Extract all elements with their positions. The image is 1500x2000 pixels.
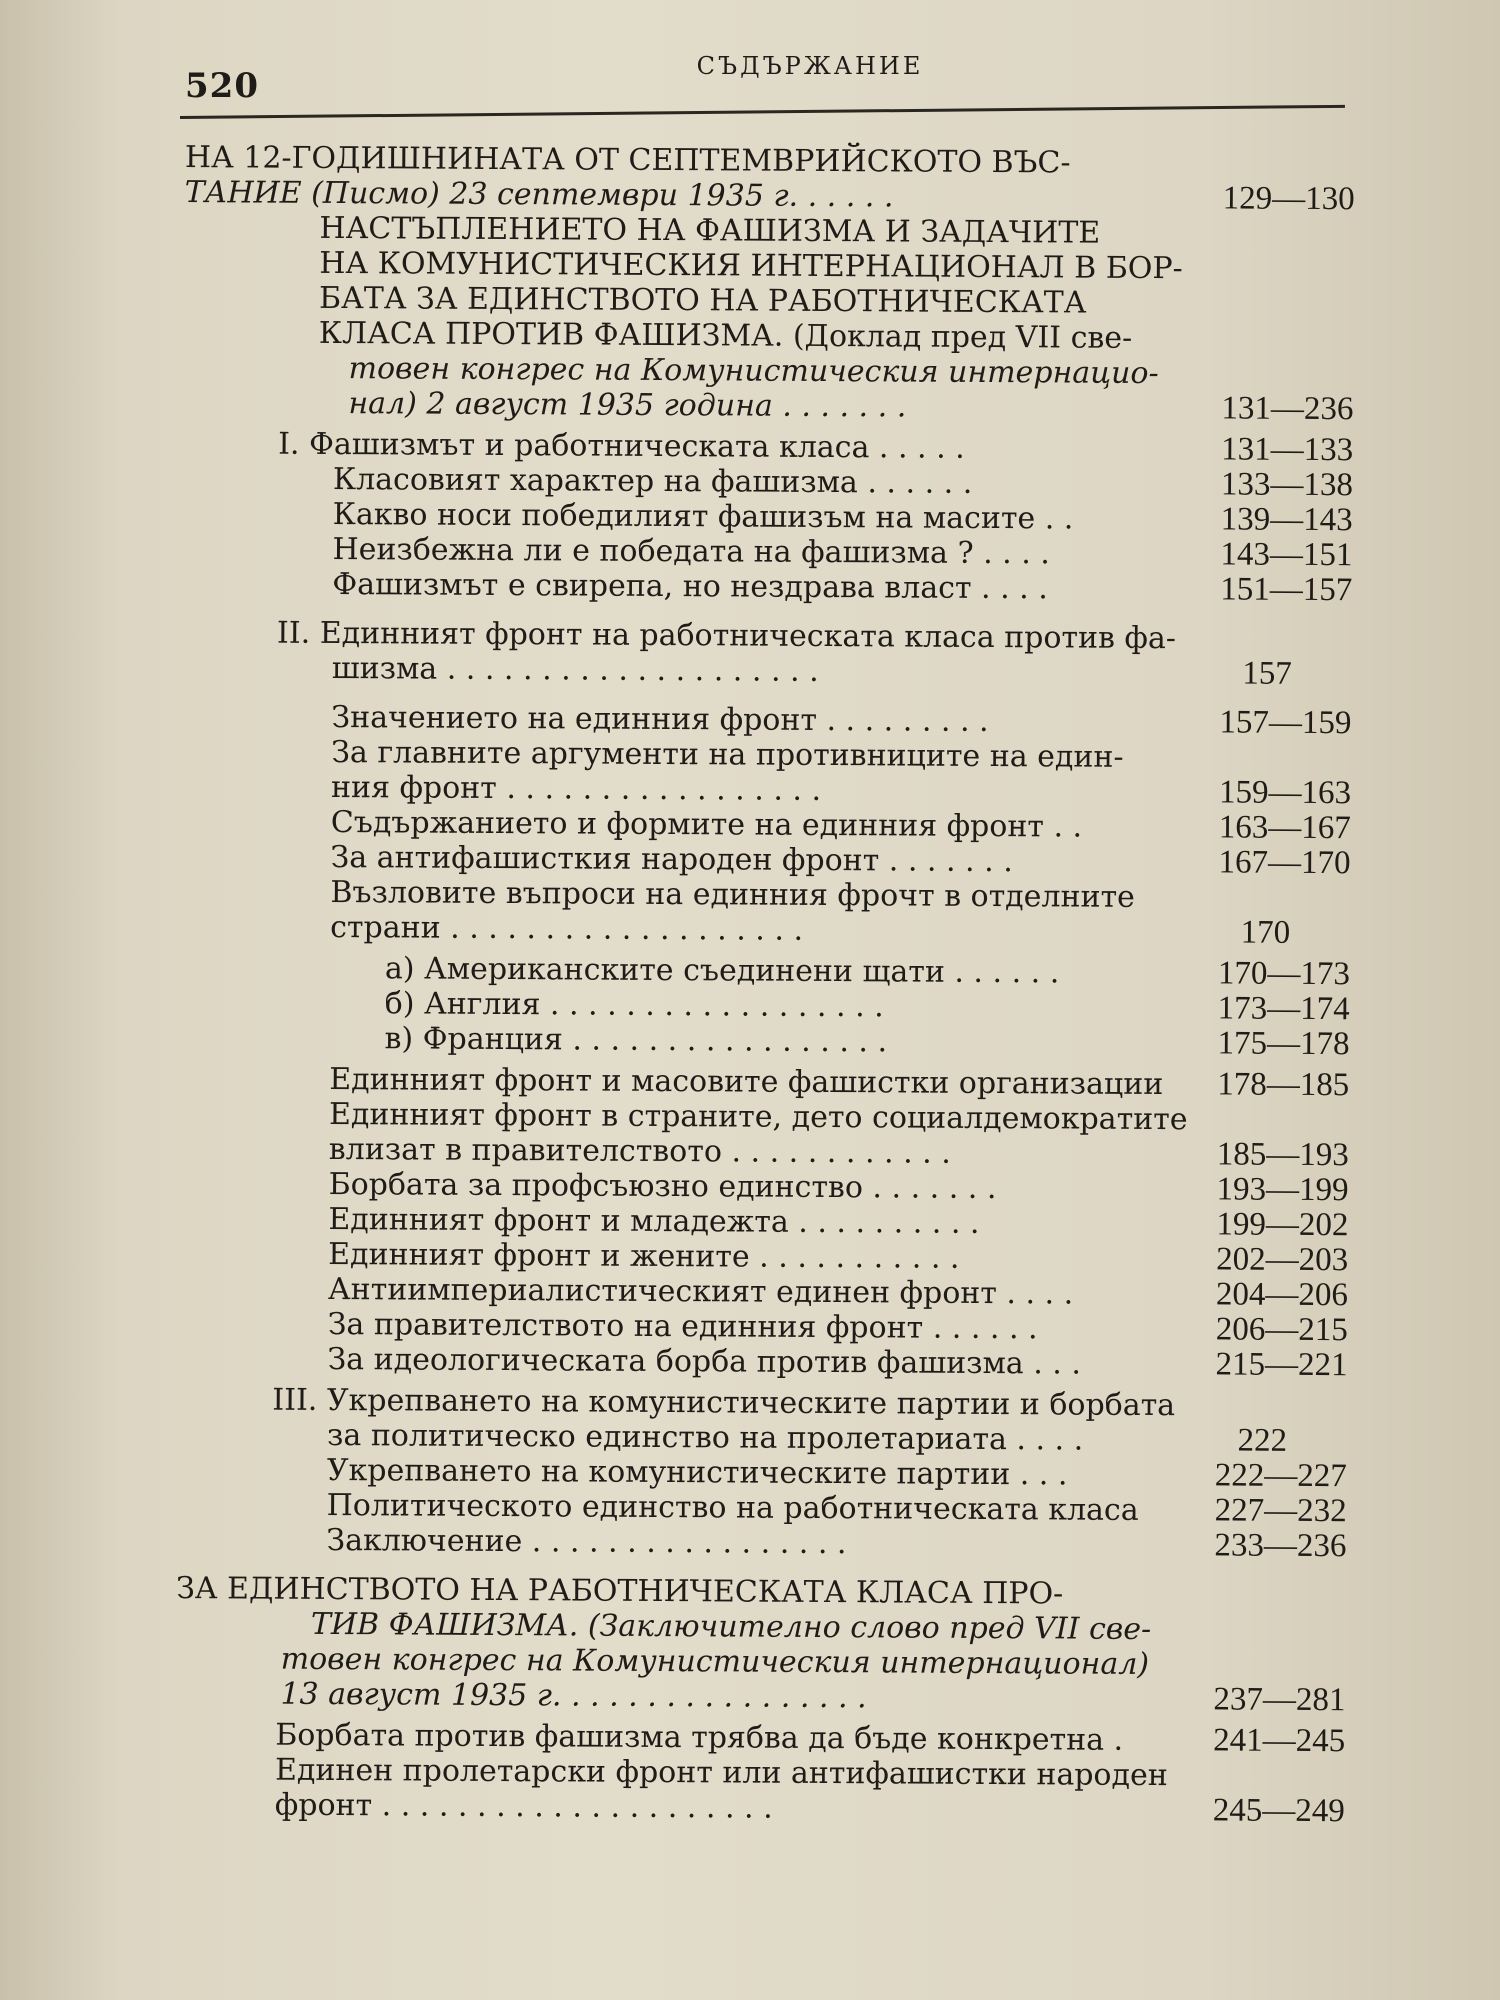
toc-line: I. Фашизмът и работническата класа . . . . . [278,426,965,466]
toc-line: Борбата против фашизма трябва да бъде конкретна . [275,1717,1124,1758]
toc-pages: 157 [1242,655,1292,692]
toc-line: ТИВ ФАШИЗМА. (Заключително слово пред VII све- [310,1606,1152,1647]
toc-line: Какво носи победилият фашизъм на масите . . [332,496,1074,537]
toc-entry-anniversary-letter [175,140,1355,217]
toc-line: шизма . . . . . . . . . . . . . . . . . . . . [331,650,819,689]
toc-line: Неизбежна ли е победата на фашизма ? . . . . [332,531,1051,572]
toc-line: а) Американските съединени щати . . . . . . [384,951,1060,991]
toc-pages: 222 [1237,1422,1288,1459]
toc-pages: 222—227 [1214,1457,1347,1495]
toc-pages: 131—133 [1221,431,1354,469]
toc-pages: 245—249 [1212,1792,1345,1830]
toc-entry [167,1382,1347,1459]
toc-pages: 185—193 [1216,1136,1349,1174]
toc-line: Заключение . . . . . . . . . . . . . . . . . [326,1522,847,1562]
toc-line: НАСТЪПЛЕНИЕТО НА ФАШИЗМА И ЗАДАЧИТЕ [319,210,1101,251]
toc-pages: 167—170 [1218,844,1351,882]
toc-line: Значението на единния фронт . . . . . . . . . [331,699,989,739]
toc-pages: 215—221 [1215,1346,1348,1384]
toc-line: Единният фронт и младежта . . . . . . . . . . [328,1201,980,1241]
toc-pages: 159—163 [1218,774,1352,812]
header-rule [180,105,1345,119]
toc-pages: 170—173 [1217,955,1351,993]
toc-pages: 143—151 [1220,536,1353,574]
page-number: 520 [185,66,259,106]
toc-pages: 206—215 [1215,1311,1348,1349]
toc-line: ния фронт . . . . . . . . . . . . . . . . . [330,769,822,808]
toc-pages: 233—236 [1214,1527,1347,1565]
toc-pages: 178—185 [1217,1066,1350,1104]
toc-pages: 193—199 [1216,1171,1349,1209]
toc-line: НА КОМУНИСТИЧЕСКИЯ ИНТЕРНАЦИОНАЛ В БОР- [319,245,1183,287]
toc-pages: 237—281 [1213,1681,1346,1719]
toc-line: КЛАСА ПРОТИВ ФАШИЗМА. (Доклад пред VII све- [318,315,1133,356]
toc-line: За антифашисткия народен фронт . . . . . . . [330,839,1013,880]
toc-line: III. Укрепването на комунистическите партии и борбата [272,1382,1176,1424]
toc-entry [172,615,1352,692]
toc-line: II. Единният фронт на работническата класа против фа- [276,615,1177,657]
toc-line: влизат в правителството . . . . . . . . . . . . [328,1131,951,1171]
toc-line: Фашизмът е свирепа, но нездрава власт . . . . [332,566,1048,607]
toc-entry [166,1522,1346,1564]
toc-entry [169,1020,1349,1062]
toc-line: Класовият характер на фашизма . . . . . . [332,461,973,501]
toc-line: в) Франция . . . . . . . . . . . . . . . . . [384,1021,888,1060]
toc-pages: 202—203 [1216,1241,1349,1279]
toc-line: НА 12-ГОДИШНИНАТА ОТ СЕПТЕМВРИЙСКОТО ВЪС- [184,140,1071,181]
toc-entry-concluding-speech [165,1571,1346,1718]
toc-line: фронт . . . . . . . . . . . . . . . . . . . . . [274,1787,773,1826]
toc-line: товен конгрес на Комунистическия интернационал) [280,1641,1150,1682]
toc-pages: 133—138 [1220,466,1354,504]
toc-pages: 227—232 [1214,1492,1347,1530]
toc-line: за политическо единство на пролетариата . . . . [326,1417,1084,1458]
toc-line: Единният фронт в страните, дето социалдемократите [328,1096,1188,1138]
toc-line: БАТА ЗА ЕДИНСТВОТО НА РАБОТНИЧЕСКАТА [318,280,1087,321]
toc-line: Единният фронт и жените . . . . . . . . . . . [328,1236,960,1276]
table-of-contents [165,140,1355,1829]
toc-line: 13 август 1935 г. . . . . . . . . . . . . . . . . [280,1676,867,1716]
toc-pages: 131—236 [1221,390,1354,428]
toc-pages: 170 [1240,914,1291,951]
toc-pages: 129—130 [1222,180,1355,218]
toc-line: Единен пролетарски фронт или антифашистки народен [274,1752,1168,1794]
toc-pages: 163—167 [1218,809,1351,847]
toc-line: За правителството на единния фронт . . . . . . [327,1306,1038,1347]
toc-line: Антиимпериалистическият единен фронт . . . . [327,1271,1074,1312]
toc-entry-report [173,210,1354,427]
toc-line: ТАНИЕ (Писмо) 23 септември 1935 г. . . . . . [184,175,894,215]
running-head: СЪДЪРЖАНИЕ [696,52,924,80]
toc-line: Единният фронт и масовите фашистки организации [329,1061,1164,1103]
toc-pages: 139—143 [1220,501,1353,539]
toc-entry [170,874,1350,951]
toc-pages: 175—178 [1217,1025,1350,1063]
toc-pages: 199—202 [1216,1206,1349,1244]
toc-line: нал) 2 август 1935 година . . . . . . . [348,386,907,425]
toc-pages: 204—206 [1215,1276,1349,1314]
toc-entry [169,1096,1349,1173]
toc-pages: 241—245 [1213,1722,1346,1760]
toc-pages: 151—157 [1220,571,1353,609]
toc-line: За главните аргументи на противниците на един- [331,734,1124,775]
toc-line: Политическото единство на работническата класа [326,1487,1139,1528]
toc-entry [172,566,1352,608]
toc-line: Възловите въпроси на единния фрочт в отделните [330,874,1135,915]
toc-pages: 157—159 [1219,704,1352,742]
toc-line: б) Англия . . . . . . . . . . . . . . . . . . [384,986,884,1025]
toc-line: Укрепването на комунистическите партии . . . [326,1452,1068,1493]
toc-line: Съдържанието и формите на единния фронт . . [330,804,1083,845]
toc-entry [165,1752,1345,1829]
toc-entry [171,734,1351,811]
toc-line: товен конгрес на Комунистическия интернацио- [348,351,1159,392]
toc-pages: 173—174 [1217,990,1350,1028]
toc-line: страни . . . . . . . . . . . . . . . . . . . [330,909,804,948]
toc-entry [167,1341,1347,1383]
toc-line: Борбата за профсъюзно единство . . . . . . . [328,1166,997,1207]
toc-line: ЗА ЕДИНСТВОТО НА РАБОТНИЧЕСКАТА КЛАСА ПРО- [176,1571,1064,1612]
toc-line: За идеологическата борба против фашизма . . . [327,1341,1082,1382]
